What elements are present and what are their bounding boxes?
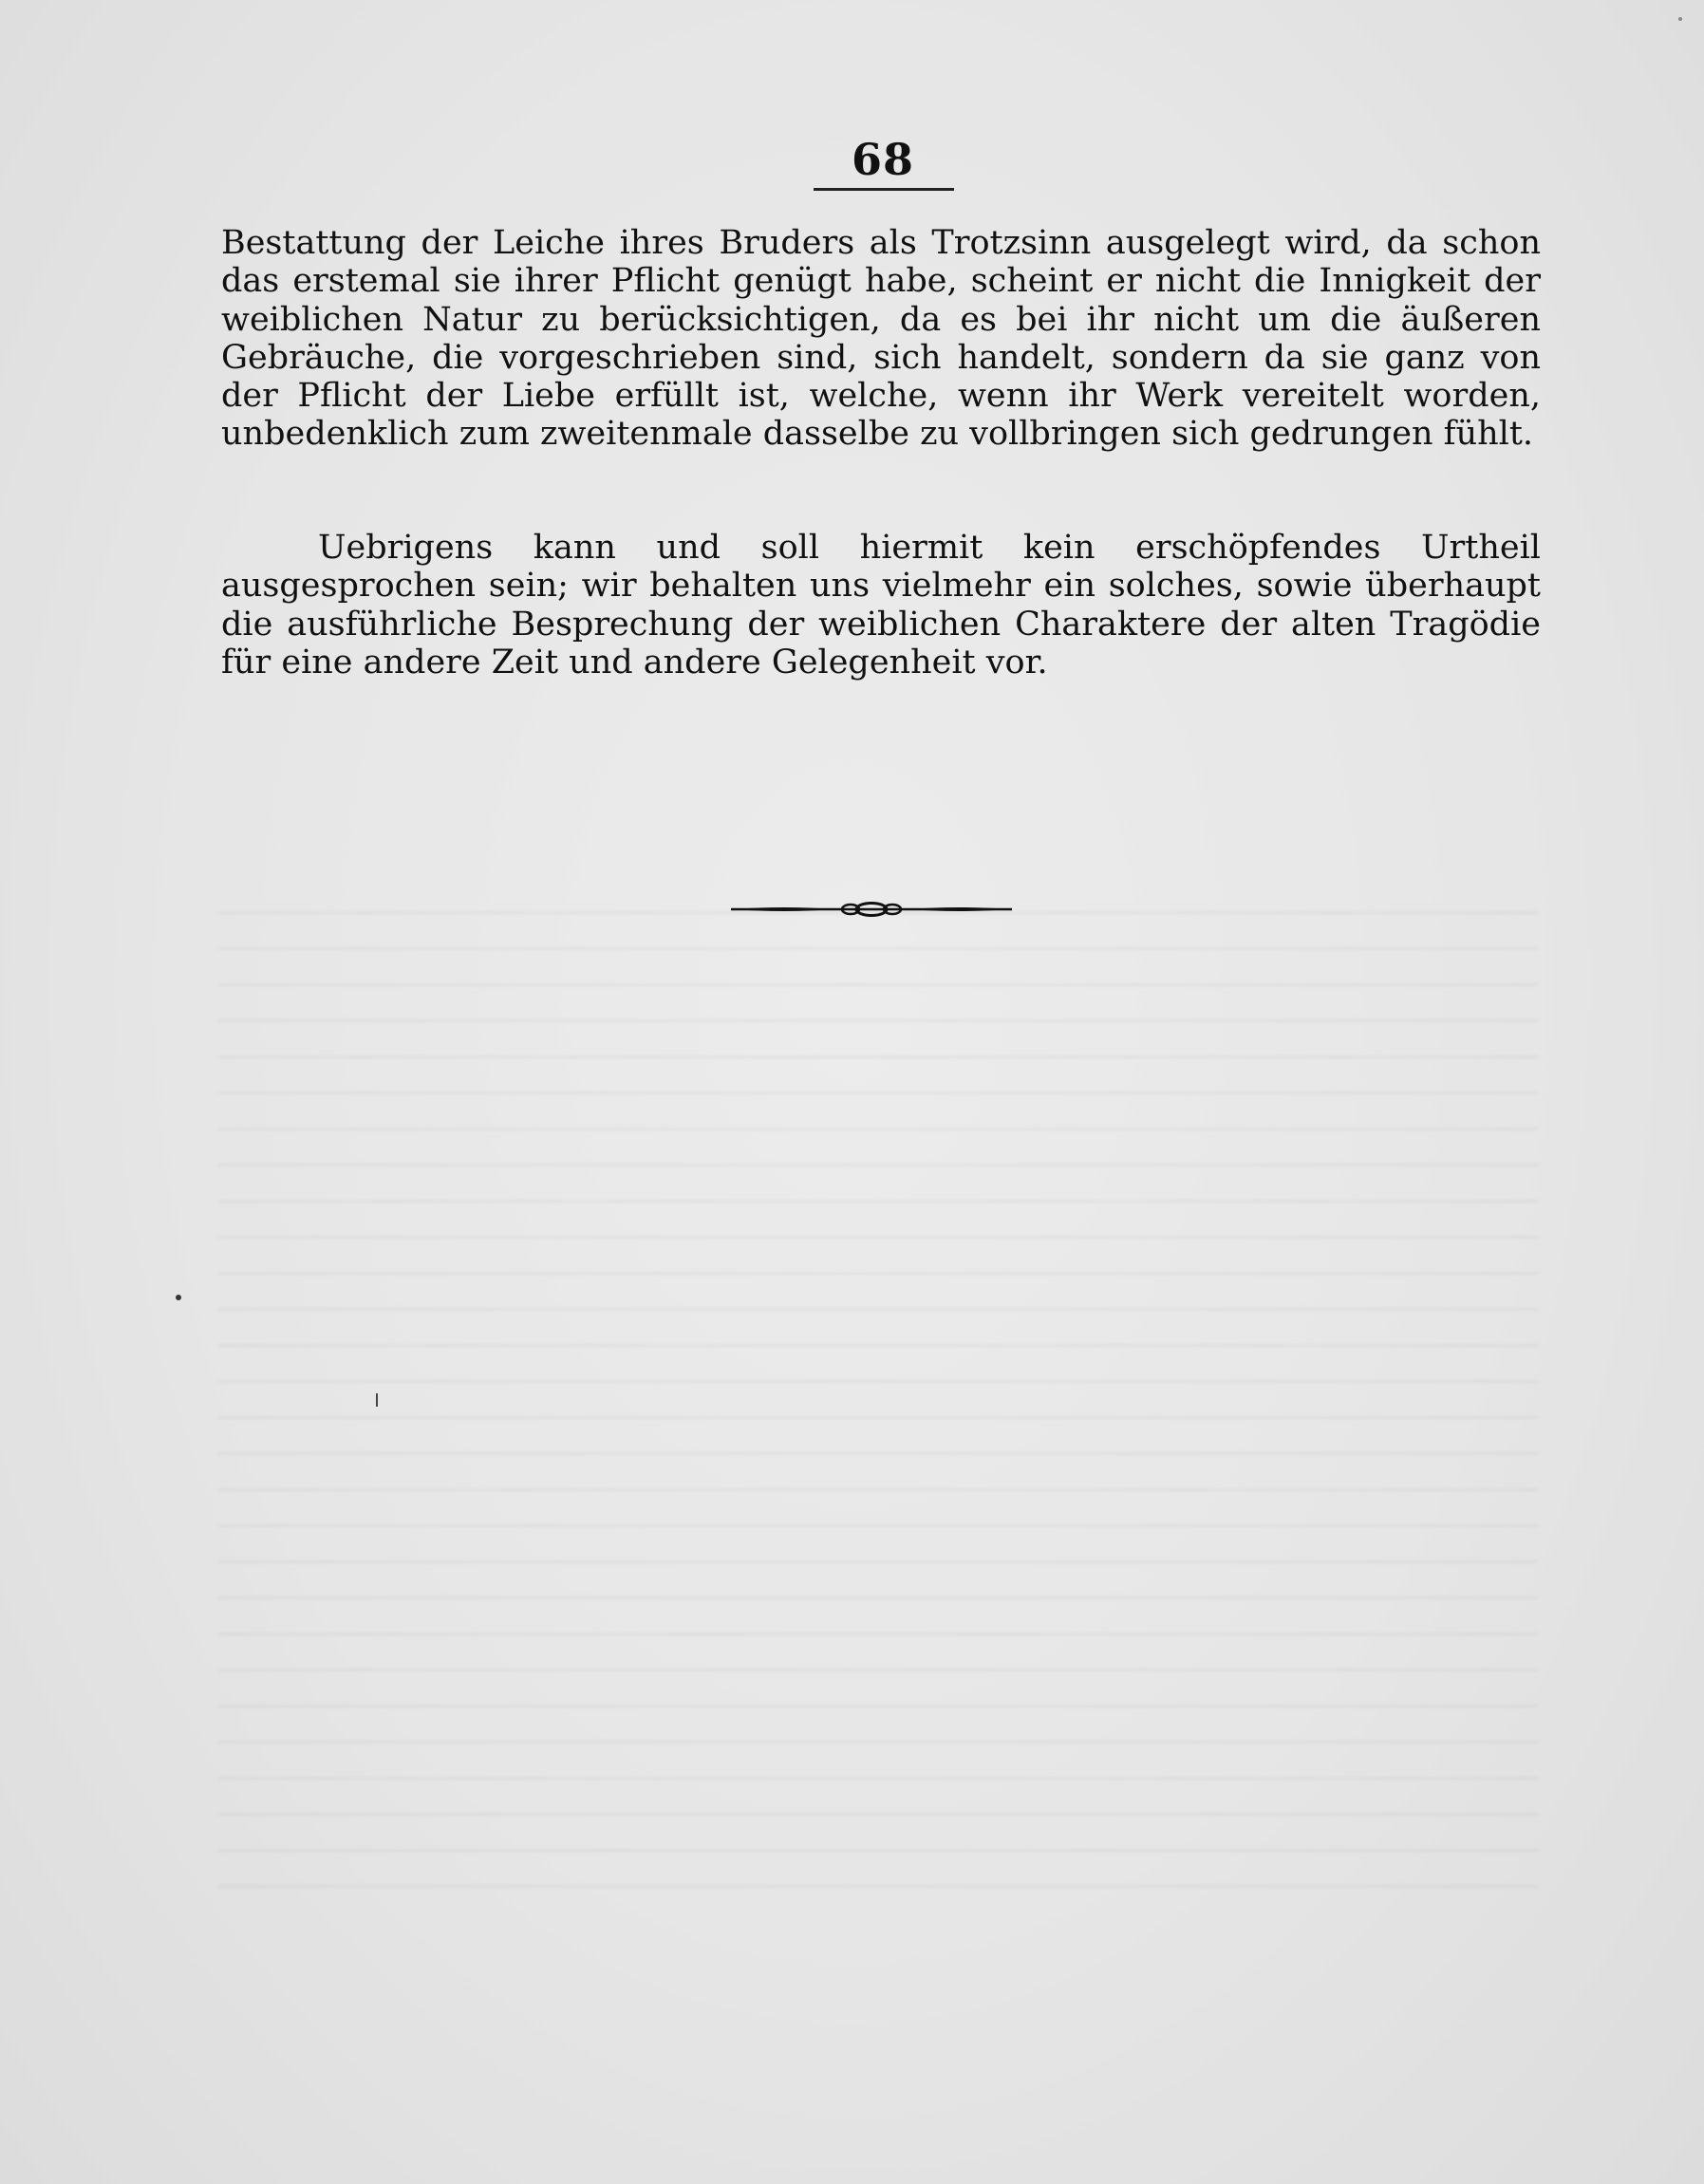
page-number-rule — [814, 188, 954, 191]
decorative-divider-icon — [729, 898, 1014, 921]
show-through-text — [218, 911, 1538, 1889]
paragraph-1: Bestattung der Leiche ihres Bruders als Trotzsinn ausgelegt wird, da schon das erstemal sie ihrer Pflicht genügt habe, scheint er nicht die Innigkeit der weiblichen Natur zu berücksichtigen, da es bei ihr nicht um die äußeren Gebräuche, die vorgeschrieben sind, sich handelt, sondern da sie ganz von der Pflicht der Liebe erfüllt ist, welche, wenn ihr Werk vereitelt worden, unbedenklich zum zweitenmale dasselbe zu vollbringen sich gedrungen fühlt. — [221, 224, 1541, 454]
paragraph-2: Uebrigens kann und soll hiermit kein erschöpfendes Urtheil ausgesprochen sein; wir behalten uns vielmehr ein solches, sowie überhaupt die ausführliche Besprechung der weiblichen Charaktere der alten Tragödie für eine andere Zeit und andere Gelegenheit vor. — [221, 529, 1541, 681]
page-number: 68 — [851, 134, 914, 185]
